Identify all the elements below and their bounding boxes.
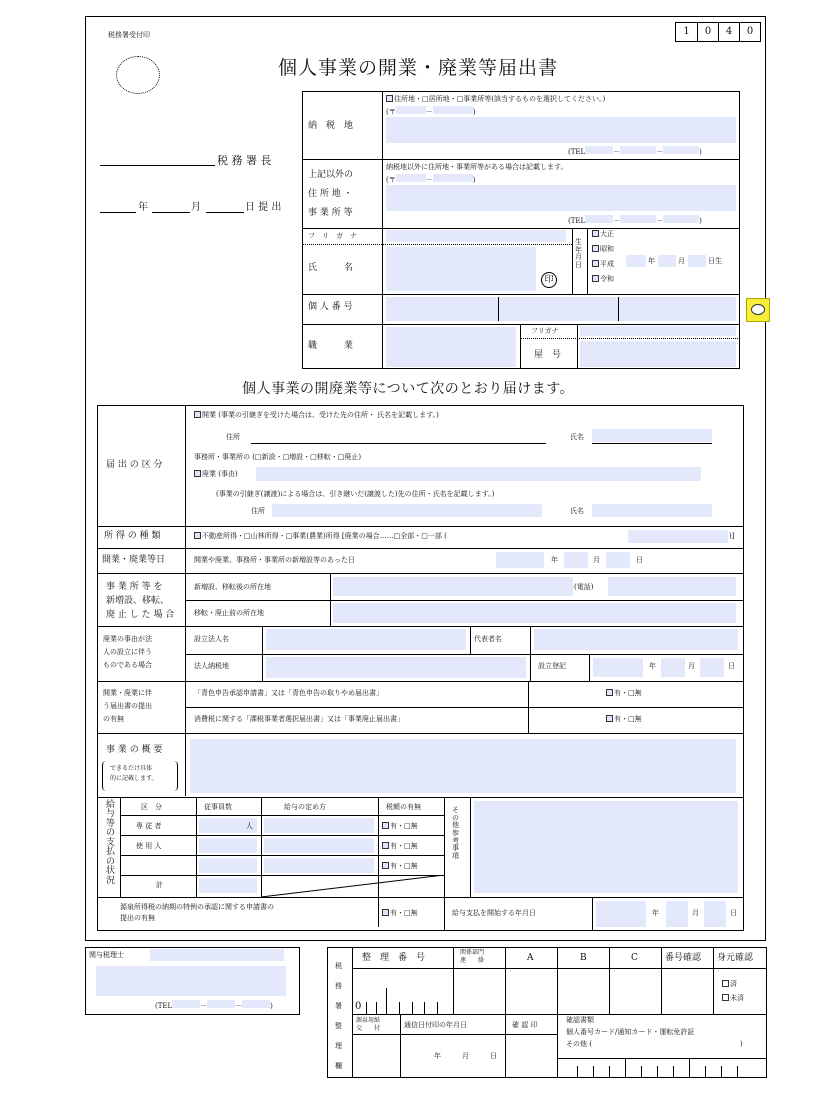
checkbox[interactable] (382, 822, 389, 829)
related-divider (528, 681, 529, 733)
yes-no: 有・□無 (614, 689, 642, 697)
ref-digit-tick (366, 1002, 367, 1014)
year-label: 年 (551, 556, 558, 564)
main-table-row-line (97, 797, 744, 798)
main-table-row-line (97, 526, 744, 527)
ref-digit-tick (399, 1002, 400, 1014)
shop-name-label: 屋 号 (534, 350, 562, 360)
office-use-side-label: 整 (335, 1022, 342, 1030)
office-use-row-line (557, 1058, 767, 1059)
docs-title: 確認書類 (566, 1016, 594, 1024)
tel-input[interactable] (585, 146, 613, 154)
submit-year-label: 年 (138, 202, 148, 213)
form-subtitle: 個人事業の開廃業等について次のとおり届けます。 (242, 381, 575, 397)
office-use-side-label: 欄 (335, 1062, 342, 1070)
office-label: 廃 止 し た 場 合 (106, 610, 175, 620)
office-use-side-label: 務 (335, 982, 342, 990)
main-table-row-line (97, 733, 744, 734)
close-reason-input[interactable] (256, 467, 701, 481)
blue-return-label: 「青色申告承認申請書」又は「青色申告の取りやめ届出書」 (194, 689, 383, 697)
open-date-day-input[interactable] (606, 552, 630, 568)
office-use-col-line (505, 947, 506, 1078)
ref-digit-tick (376, 1002, 377, 1014)
month-label: 月 (692, 909, 699, 917)
done-label: 済 (730, 980, 737, 988)
old-location-input[interactable] (333, 603, 736, 623)
occupation-label: 職 業 (308, 341, 354, 351)
office-use-side-label: 理 (335, 1042, 342, 1050)
other-address-label: 住 所 地 ・ (308, 189, 353, 199)
docs-tick (705, 1066, 706, 1078)
form-code-digit: 0 (697, 23, 718, 41)
checkbox[interactable] (382, 862, 389, 869)
accountant-tel-input[interactable] (242, 1000, 270, 1008)
source-doc-label: 源泉用紙 (356, 1017, 381, 1024)
postal-dash: － (425, 108, 433, 116)
postal-close: ) (472, 108, 476, 116)
tax-office-input[interactable] (100, 151, 215, 164)
employee-method-input[interactable] (264, 838, 374, 853)
corp-tax-address-input[interactable] (266, 657, 526, 678)
col-kubun: 区 分 (141, 803, 162, 811)
postal-input[interactable] (396, 174, 426, 182)
registration-day-input[interactable] (700, 658, 724, 677)
postal-input[interactable] (433, 174, 473, 182)
docs-tick (577, 1066, 578, 1078)
salary-divider (378, 797, 379, 927)
salary-divider (470, 797, 471, 897)
registration-label: 設立登記 (538, 662, 566, 670)
salary-label: 給与等の支払の状況 (106, 800, 116, 886)
salary-row-line (120, 855, 444, 856)
employee-count-input[interactable] (199, 838, 257, 853)
other-address-label: 事 業 所 等 (308, 208, 353, 218)
open-name-input[interactable] (592, 429, 712, 442)
office-label: 事 業 所 等 を (106, 582, 163, 592)
submit-month-label: 月 (191, 202, 201, 213)
col-employees: 従事員数 (204, 803, 232, 811)
birth-day-label: 日生 (708, 257, 722, 265)
shop-furigana-line (520, 338, 740, 339)
office-use-side-label: 税 (335, 962, 342, 970)
open-option: 開業 (事業の引継ぎを受けた場合は、受けた先の住所・ 氏名を記載します。) (202, 411, 439, 419)
tel-input[interactable] (620, 146, 656, 154)
applicant-row-line (302, 244, 572, 245)
personal-number-input[interactable] (386, 297, 736, 321)
form-code-digit: 4 (718, 23, 739, 41)
checkbox[interactable] (194, 470, 201, 477)
stamp-day: 日 (490, 1052, 497, 1060)
birth-month-label: 月 (678, 257, 685, 265)
checkbox[interactable] (592, 275, 599, 282)
checkbox[interactable] (722, 994, 729, 1001)
applicant-divider (382, 91, 383, 369)
corp-divider (262, 626, 263, 681)
open-date-month-input[interactable] (564, 552, 588, 568)
office-use-divider (352, 947, 353, 1078)
stamp-month: 月 (462, 1052, 469, 1060)
main-table-row-line (97, 573, 744, 574)
birth-divider (572, 228, 573, 294)
accountant-address-input[interactable] (96, 966, 286, 996)
other-address-label: 上記以外の (308, 170, 354, 180)
salary-row-line (120, 835, 444, 836)
summary-note: できるだけ具体 (110, 765, 153, 772)
pay-start-month-input[interactable] (666, 901, 688, 927)
postal-input[interactable] (396, 106, 426, 114)
docs-tick (593, 1066, 594, 1078)
personal-number-label: 個 人 番 号 (308, 302, 353, 312)
summary-label: 事 業 の 概 要 (106, 745, 163, 755)
yes-no: 有・□無 (614, 715, 642, 723)
checkbox[interactable] (592, 260, 599, 267)
dept-label: 関係部門 (460, 949, 485, 956)
tel-input[interactable] (585, 215, 613, 223)
category-label: 届 出 の 区 分 (106, 460, 163, 470)
receipt-stamp-label: 税務署受付印 (108, 31, 150, 39)
col-b-label: B (580, 953, 587, 963)
close-note: (事業の引継ぎ(譲渡)による場合は、引き継いだ(譲渡した)先の住所・氏名を記載します。) (216, 490, 495, 498)
personal-number-separator (618, 297, 619, 321)
confirm-seal-label: 確 認 印 (512, 1021, 538, 1029)
occupation-divider (520, 324, 521, 369)
speech-bubble-icon (751, 304, 765, 315)
name-label: 氏 名 (308, 263, 354, 273)
shop-furigana-label: フリガナ (531, 327, 559, 335)
registration-year-input[interactable] (593, 658, 643, 677)
col-tax: 税額の有無 (386, 803, 421, 811)
income-partial-input[interactable] (628, 530, 728, 543)
related-label: う届出書の提出 (103, 702, 152, 710)
birth-label: 生年月日 (575, 238, 582, 270)
receipt-stamp-circle (116, 56, 160, 94)
salary-divider (444, 797, 445, 897)
tel-close: ) (699, 148, 702, 156)
checkbox[interactable] (592, 230, 599, 237)
close-name-input[interactable] (592, 504, 712, 517)
tel-open: (TEL (568, 217, 586, 225)
col-c-label: C (631, 953, 638, 963)
era-reiwa: 令和 (600, 275, 614, 283)
tel-dash: － (613, 148, 621, 156)
accountant-name-input[interactable] (150, 949, 284, 961)
summary-input[interactable] (190, 739, 736, 793)
docs-tick (673, 1066, 674, 1078)
corp-divider (530, 626, 531, 681)
salary-row-line (120, 815, 444, 816)
office-use-row-line (352, 968, 767, 969)
office-use-col-line (453, 947, 454, 1014)
address-label: 住所 (251, 507, 265, 515)
id-check-label: 身元確認 (717, 953, 754, 963)
tel-open: (TEL (568, 148, 586, 156)
name-label: 氏名 (570, 433, 584, 441)
stamp-date-label: 通信日付印の年月日 (404, 1021, 467, 1029)
personal-number-separator (498, 297, 499, 321)
main-table-row-line (97, 626, 744, 627)
month-label: 月 (688, 662, 695, 670)
docs-tick (609, 1066, 610, 1078)
main-table-row-line (185, 600, 744, 601)
docs-other-close: ) (740, 1040, 743, 1048)
office-use-col-line (400, 1014, 401, 1078)
docs-tick (737, 1066, 738, 1078)
new-location-input[interactable] (333, 577, 573, 596)
row-employee: 使 用 人 (136, 842, 162, 850)
postal-input[interactable] (433, 106, 473, 114)
accountant-tel-input[interactable] (172, 1000, 200, 1008)
checkbox[interactable] (606, 715, 613, 722)
accountant-tel-open: (TEL (155, 1002, 173, 1010)
yes-no: 有・□無 (390, 842, 418, 850)
tel-input[interactable] (663, 215, 699, 223)
birth-divider (587, 228, 588, 294)
corp-label: 人の設立に伴う (103, 648, 152, 656)
shop-name-input[interactable] (580, 341, 736, 367)
total-diagonal (261, 875, 444, 897)
withholding-label: 提出の有無 (120, 914, 155, 922)
ref-digit-tick (424, 1002, 425, 1014)
tel-input[interactable] (620, 215, 656, 223)
related-label: の有無 (103, 715, 124, 723)
corp-label: ものである場合 (103, 661, 152, 669)
checkbox[interactable] (592, 245, 599, 252)
tel-dash: － (656, 148, 664, 156)
col-salary-method: 給与の定め方 (284, 803, 326, 811)
corp-label: 廃業の事由が法 (103, 635, 152, 643)
corp-name-label: 設立法人名 (194, 635, 229, 643)
ref-zero: 0 (355, 1001, 362, 1012)
income-close: )] (729, 532, 735, 540)
year-label: 年 (649, 662, 656, 670)
open-address-line (251, 443, 546, 444)
office-use-row-line (352, 1014, 767, 1015)
yes-no: 有・□無 (390, 822, 418, 830)
checkbox[interactable] (606, 689, 613, 696)
tel-dash: － (656, 217, 664, 225)
checkbox[interactable] (382, 842, 389, 849)
family-method-input[interactable] (264, 818, 374, 833)
accountant-tel-close: ) (270, 1002, 273, 1010)
col-a-label: A (527, 953, 534, 963)
representative-label: 代表者名 (474, 635, 502, 643)
tax-office-suffix: 税 務 署 長 (217, 154, 272, 167)
accountant-label: 関与税理士 (89, 951, 124, 959)
seal-mark: 印 (541, 272, 557, 288)
era-showa: 昭和 (600, 245, 614, 253)
not-done-label: 未済 (730, 994, 744, 1002)
date-label: 開業・廃業等日 (102, 555, 166, 565)
tel-dash: － (613, 217, 621, 225)
salary-divider (120, 797, 121, 897)
form-code (675, 22, 761, 42)
applicant-row-line (302, 159, 740, 160)
form-title: 個人事業の開業・廃業等届出書 (278, 57, 559, 79)
dept-label: 連 絡 (460, 957, 485, 964)
other-notes-input[interactable] (474, 801, 738, 893)
postal-open: (〒 (386, 176, 396, 184)
occupation-input[interactable] (386, 327, 516, 367)
tel-close: ) (699, 217, 702, 225)
other-label: その他参考事項 (452, 806, 459, 861)
month-label: 月 (593, 556, 600, 564)
row-family: 専 従 者 (136, 822, 162, 830)
checkbox[interactable] (386, 95, 393, 102)
occupation-divider (577, 324, 578, 369)
birth-year-input[interactable] (626, 255, 646, 267)
submit-month-line (152, 212, 190, 213)
corp-divider (470, 626, 471, 654)
income-types: 不動産所得・□山林所得・□事業(農業)所得 [廃業の場合……□全部・□一部 ( (202, 532, 447, 540)
name-label: 氏名 (570, 507, 584, 515)
submit-day-label: 日 提 出 (245, 202, 282, 213)
open-name-line (592, 443, 712, 444)
total-count-input[interactable] (199, 878, 257, 893)
era-taisho: 大正 (600, 230, 614, 238)
yes-no: 有・□無 (390, 909, 418, 917)
office-use-side-label: 署 (335, 1002, 342, 1010)
pay-start-day-input[interactable] (704, 901, 726, 927)
withholding-label: 源泉所得税の納期の特例の承認に関する申請書の (120, 903, 274, 911)
main-table-row-line (97, 548, 744, 549)
form-code-digit: 1 (683, 26, 690, 37)
day-label: 日 (730, 909, 737, 917)
tax-address-options: 住所地・□居所地・□事業所等(該当するものを選択してください。) (394, 95, 606, 103)
checkbox[interactable] (382, 909, 389, 916)
ref-digit-tick (437, 1002, 438, 1014)
era-heisei: 平成 (600, 260, 614, 268)
birth-year-label: 年 (648, 257, 655, 265)
birth-month-input[interactable] (658, 255, 676, 267)
corp-name-input[interactable] (266, 629, 466, 650)
open-date-year-input[interactable] (496, 552, 544, 568)
other-address-note: 納税地以外に住所地・事業所等がある場合は記載します。 (386, 163, 568, 171)
corp-tax-address-label: 法人納税地 (194, 662, 229, 670)
pay-start-label: 給与支払を開始する年月日 (452, 909, 536, 917)
summary-note: 的に記載します。 (110, 775, 158, 782)
docs-list: 個人番号カード/通知カード・運転免許証 (566, 1028, 695, 1036)
tax-office-line (100, 165, 215, 166)
docs-tick (657, 1066, 658, 1078)
withholding-divider (444, 897, 445, 931)
docs-tick (641, 1066, 642, 1078)
tax-address-label: 納 税 地 (308, 121, 354, 131)
related-label: 開業・廃業に伴 (103, 689, 152, 697)
ref-digit-tick (386, 988, 387, 1014)
applicant-row-line (302, 324, 740, 325)
close-option: 廃業 (事由) (202, 470, 238, 478)
docs-tick (625, 1058, 626, 1078)
office-use-col-line (661, 947, 662, 1014)
phone-label: (電話) (574, 583, 594, 591)
unit-person: 人 (246, 822, 253, 830)
old-location-label: 移転・廃止前の所在地 (194, 609, 264, 617)
date-desc: 開業や廃業、事務所・事業所の新増設等のあった日 (194, 556, 355, 564)
furigana-input[interactable] (386, 230, 566, 242)
consumption-tax-label: 消費税に関する「課税事業者選択届出書」又は「事業廃止届出書」 (194, 715, 404, 723)
office-use-col-line (557, 947, 558, 1078)
pay-start-year-input[interactable] (596, 901, 646, 927)
applicant-row-line (302, 228, 740, 229)
location-divider (330, 573, 331, 626)
address-label: 住所 (226, 433, 240, 441)
postal-open: (〒 (386, 108, 396, 116)
postal-dash: － (425, 176, 433, 184)
accountant-tel-input[interactable] (207, 1000, 235, 1008)
submit-year-line (100, 212, 136, 213)
checkbox[interactable] (722, 980, 729, 987)
other-address-input[interactable] (386, 185, 736, 211)
tax-address-input[interactable] (386, 117, 736, 143)
applicant-row-line (302, 294, 740, 295)
tel-input[interactable] (663, 146, 699, 154)
ref-number-label: 整 理 番 号 (362, 953, 426, 963)
other-count-input[interactable] (199, 858, 257, 873)
office-use-row-line (352, 1034, 557, 1035)
main-table-row-line (97, 897, 744, 898)
source-doc-label: 交 付 (356, 1025, 381, 1032)
docs-tick (721, 1066, 722, 1078)
ref-digit-tick (412, 1002, 413, 1014)
checkbox[interactable] (194, 532, 201, 539)
new-location-label: 新増設、移転後の所在地 (194, 583, 271, 591)
day-label: 日 (728, 662, 735, 670)
main-table-row-line (185, 707, 744, 708)
office-use-col-line (609, 947, 610, 1014)
form-code-digit: 0 (739, 23, 760, 41)
withholding-divider (592, 897, 593, 931)
stamp-year: 年 (434, 1052, 441, 1060)
accountant-tel-dash: － (200, 1002, 208, 1010)
year-label: 年 (652, 909, 659, 917)
accountant-tel-dash: － (235, 1002, 243, 1010)
main-table-row-line (97, 681, 744, 682)
income-type-label: 所 得 の 種 類 (104, 531, 161, 541)
other-method-input[interactable] (264, 858, 374, 873)
row-total: 計 (156, 881, 163, 889)
furigana-label: フ リ ガ ナ (308, 232, 357, 240)
postal-close: ) (472, 176, 476, 184)
form-page (85, 16, 766, 941)
registration-month-input[interactable] (661, 658, 685, 677)
salary-divider (196, 797, 197, 897)
number-check-label: 番号確認 (665, 953, 702, 963)
day-label: 日 (636, 556, 643, 564)
main-table-row-line (185, 654, 744, 655)
docs-other: その他 ( (566, 1040, 592, 1048)
yes-no: 有・□無 (390, 862, 418, 870)
office-change: 事務所・事業所の (□新設・□増設・□移転・□廃止) (194, 453, 362, 461)
office-label: 新増設、移転、 (106, 596, 170, 606)
new-phone-input[interactable] (608, 577, 736, 596)
office-use-col-line (713, 947, 714, 1014)
birth-day-input[interactable] (688, 255, 706, 267)
checkbox[interactable] (194, 411, 201, 418)
comment-icon[interactable] (746, 298, 770, 322)
representative-input[interactable] (534, 629, 738, 650)
corp-divider (589, 654, 590, 681)
name-input[interactable] (386, 247, 536, 291)
close-address-input[interactable] (272, 504, 542, 517)
submit-day-line (206, 212, 244, 213)
docs-tick (689, 1058, 690, 1078)
shop-furigana-input[interactable] (580, 326, 736, 336)
